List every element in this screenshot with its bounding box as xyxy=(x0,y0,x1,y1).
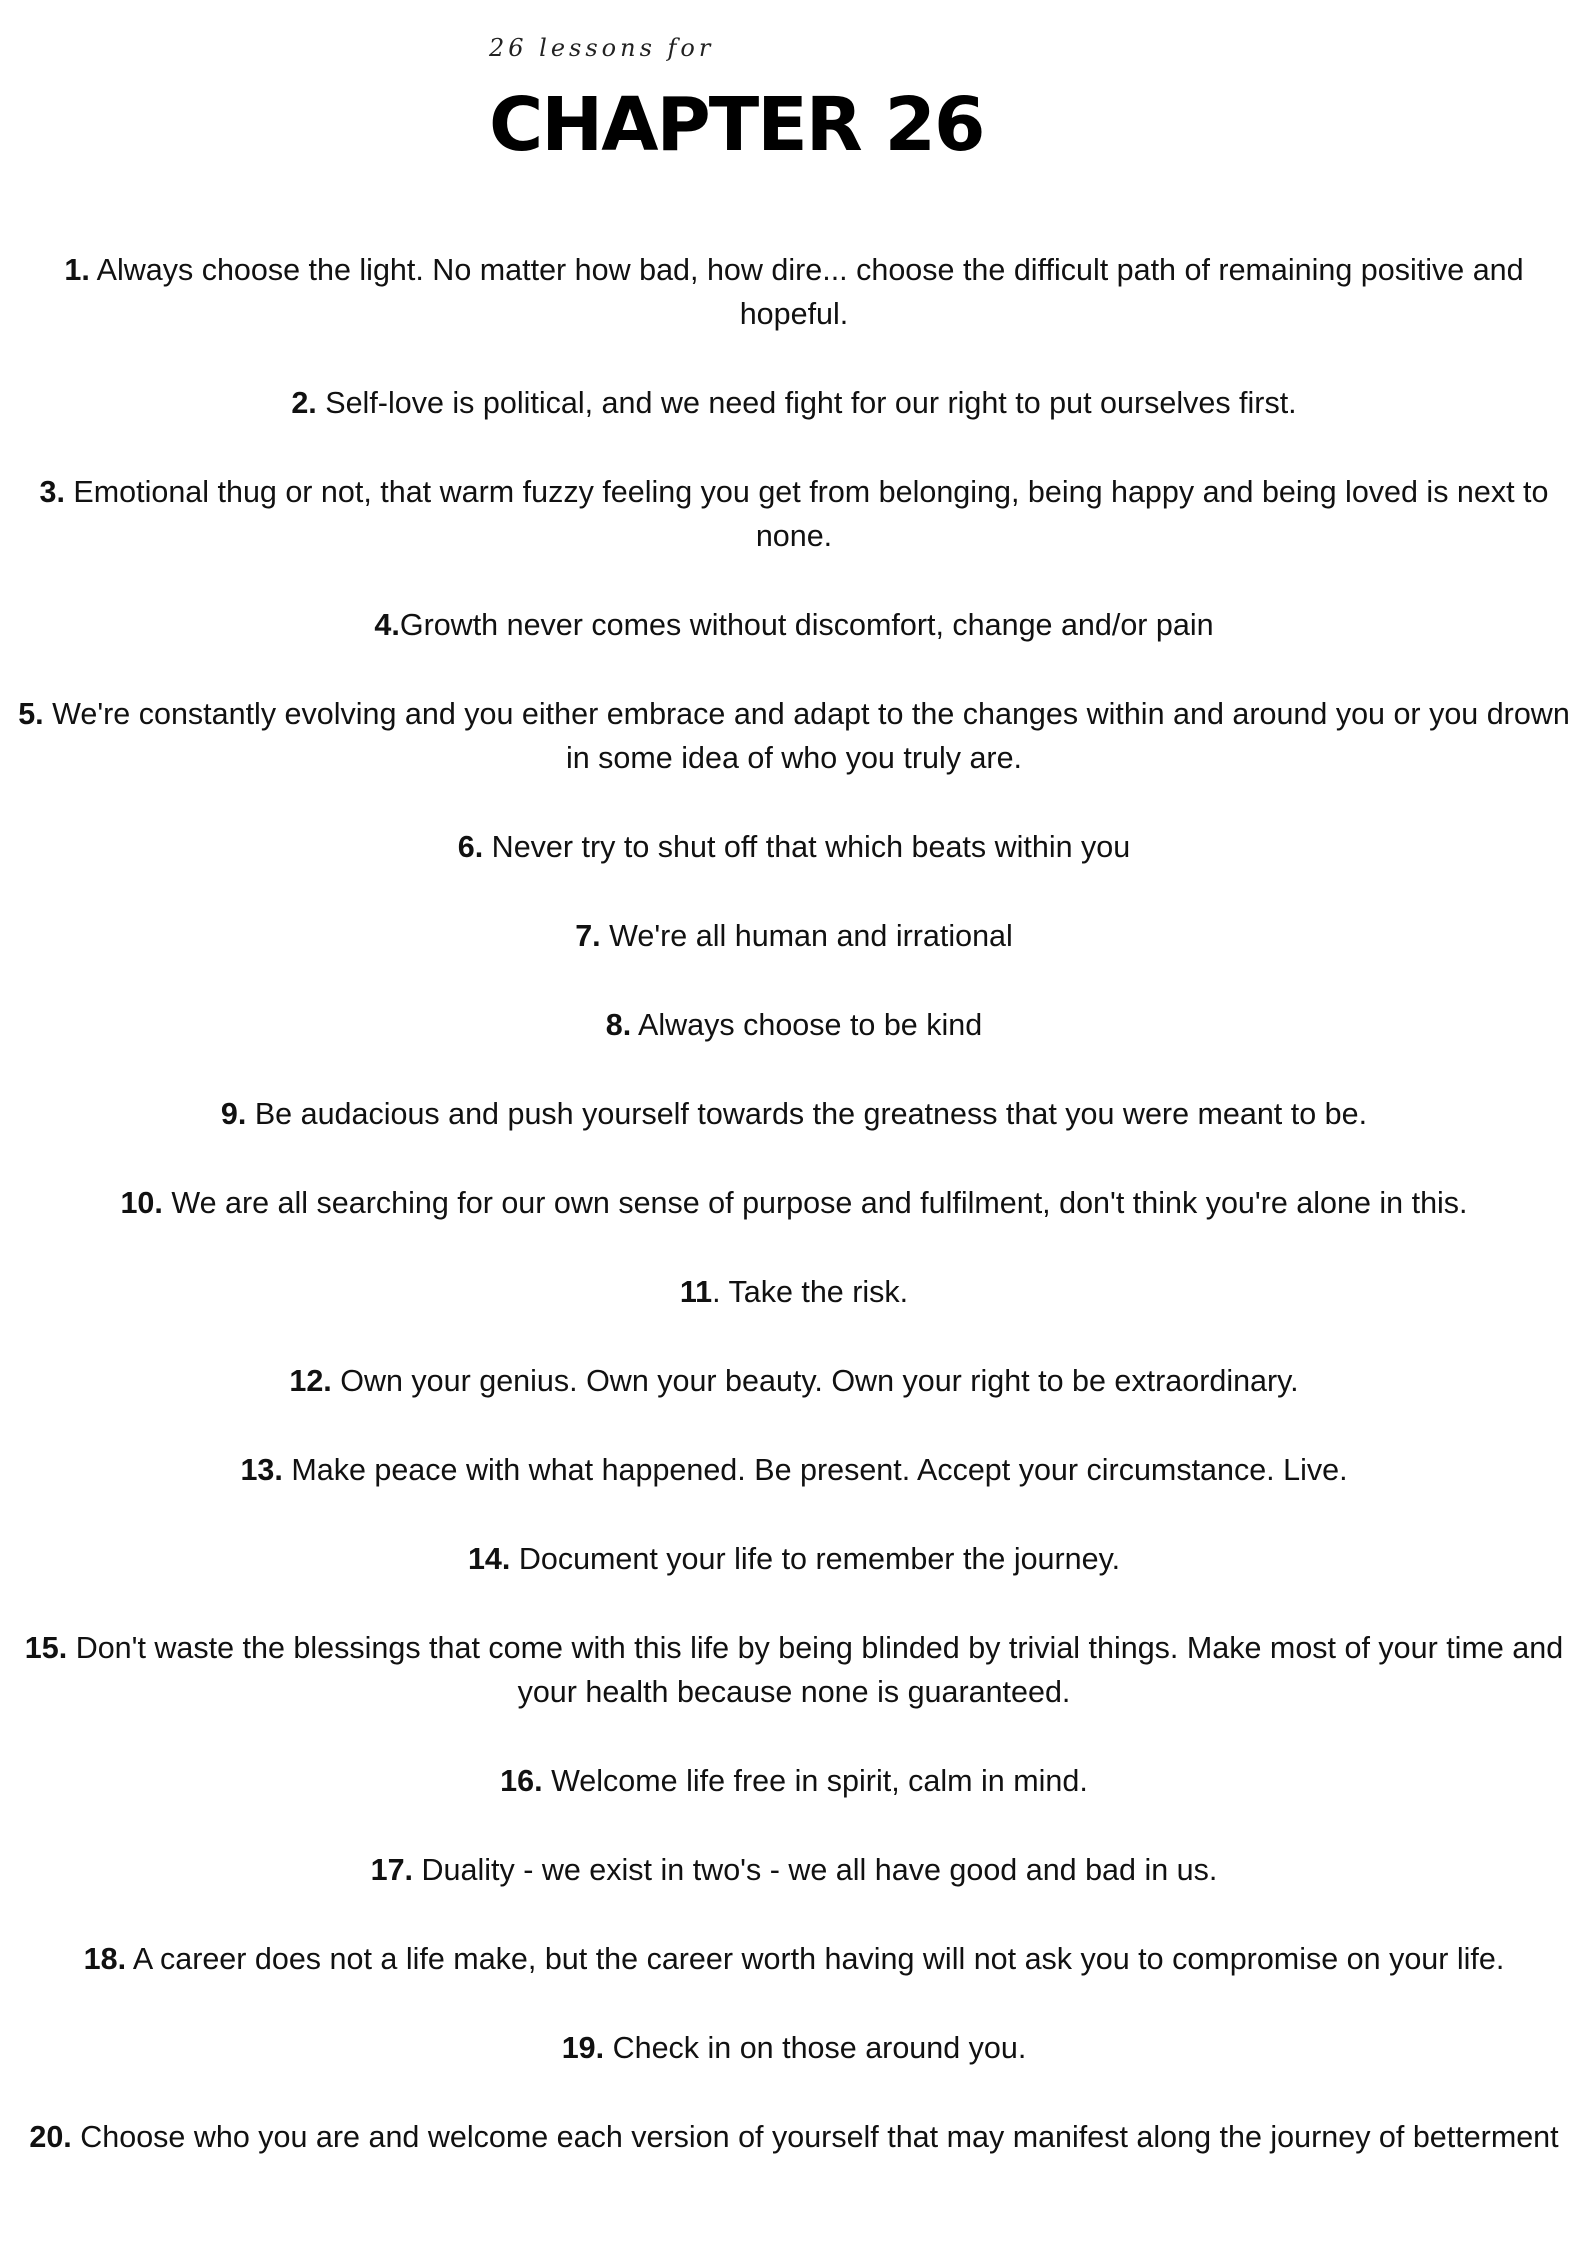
lesson-text: Own your genius. Own your beauty. Own your right to be extraordinary. xyxy=(340,1364,1299,1398)
lesson-item xyxy=(14,692,1574,780)
lesson-number: 7. xyxy=(575,919,601,953)
lesson-separator xyxy=(510,1542,518,1576)
header xyxy=(489,34,984,168)
lesson-text: Document your life to remember the journey. xyxy=(518,1542,1121,1576)
lesson-text: We're constantly evolving and you either embrace and adapt to the changes within and around you or you drown in some idea of who you truly are. xyxy=(52,697,1570,775)
lesson-text: Emotional thug or not, that warm fuzzy feeling you get from belonging, being happy and being loved is next to none. xyxy=(73,475,1549,553)
lesson-number: 15. xyxy=(24,1631,68,1665)
lesson-item xyxy=(14,1537,1574,1581)
lesson-item xyxy=(14,1359,1574,1403)
lesson-separator xyxy=(126,1942,133,1976)
lesson-number: 14. xyxy=(467,1542,511,1576)
lesson-item xyxy=(14,1270,1574,1314)
lesson-item xyxy=(14,1759,1574,1803)
lesson-text: . Take the risk. xyxy=(712,1275,909,1309)
lesson-item xyxy=(14,825,1574,869)
lesson-number: 3. xyxy=(39,475,65,509)
lesson-separator xyxy=(601,919,609,953)
lesson-separator xyxy=(90,253,97,287)
lesson-separator xyxy=(317,386,325,420)
lesson-separator xyxy=(604,2031,612,2065)
lesson-separator xyxy=(543,1764,551,1798)
lesson-separator xyxy=(413,1853,421,1887)
lesson-separator xyxy=(631,1008,638,1042)
lesson-number: 6. xyxy=(457,830,484,864)
lesson-number: 19. xyxy=(561,2031,605,2065)
lesson-text: Never try to shut off that which beats within you xyxy=(491,830,1131,864)
lesson-separator xyxy=(67,1631,75,1665)
lesson-separator xyxy=(246,1097,254,1131)
lesson-text: A career does not a life make, but the career worth having will not ask you to compromise on your life. xyxy=(132,1942,1505,1976)
lesson-text: Make peace with what happened. Be present. Accept your circumstance. Live. xyxy=(291,1453,1348,1487)
lesson-item xyxy=(14,248,1574,336)
lesson-item xyxy=(14,914,1574,958)
lesson-number: 17. xyxy=(370,1853,414,1887)
lesson-item xyxy=(14,1181,1574,1225)
lesson-item xyxy=(14,1448,1574,1492)
lesson-text: Choose who you are and welcome each version of yourself that may manifest along the journey of betterment xyxy=(80,2120,1559,2154)
lesson-number: 18. xyxy=(83,1942,127,1976)
lesson-text: Be audacious and push yourself towards the greatness that you were meant to be. xyxy=(254,1097,1368,1131)
page-title: CHAPTER 26 xyxy=(489,82,984,168)
lesson-text: Don't waste the blessings that come with this life by being blinded by trivial things. Make most of your time and your health because none is guaranteed. xyxy=(75,1631,1564,1709)
lesson-separator xyxy=(44,697,52,731)
lesson-number: 13. xyxy=(240,1453,283,1487)
lesson-number: 20. xyxy=(29,2120,72,2154)
lesson-number: 4. xyxy=(374,608,400,642)
lesson-list xyxy=(0,248,1588,2204)
lesson-item xyxy=(14,2026,1574,2070)
lesson-number: 9. xyxy=(220,1097,247,1131)
lesson-text: Growth never comes without discomfort, change and/or pain xyxy=(399,608,1214,642)
lesson-text: Check in on those around you. xyxy=(612,2031,1027,2065)
lesson-item xyxy=(14,1626,1574,1714)
lesson-text: We are all searching for our own sense of purpose and fulfilment, don't think you're alone in this. xyxy=(171,1186,1468,1220)
lesson-number: 10. xyxy=(120,1186,163,1220)
lesson-item xyxy=(14,470,1574,558)
lesson-item xyxy=(14,1848,1574,1892)
lesson-number: 11 xyxy=(679,1275,713,1309)
lesson-text: Welcome life free in spirit, calm in mind. xyxy=(551,1764,1088,1798)
lesson-separator xyxy=(72,2120,80,2154)
lesson-number: 1. xyxy=(64,253,90,287)
lesson-item xyxy=(14,1092,1574,1136)
lesson-item xyxy=(14,381,1574,425)
kicker-text: 26 lessons for xyxy=(489,34,715,62)
lesson-number: 2. xyxy=(291,386,317,420)
lesson-item xyxy=(14,1003,1574,1047)
lesson-number: 12. xyxy=(289,1364,332,1398)
lesson-text: Duality - we exist in two's - we all have good and bad in us. xyxy=(421,1853,1218,1887)
lesson-item xyxy=(14,603,1574,647)
lesson-text: We're all human and irrational xyxy=(609,919,1013,953)
lesson-text: Always choose the light. No matter how bad, how dire... choose the difficult path of remaining positive and hopeful. xyxy=(96,253,1524,331)
lesson-number: 16. xyxy=(500,1764,543,1798)
lesson-text: Self-love is political, and we need fight for our right to put ourselves first. xyxy=(325,386,1297,420)
lesson-text: Always choose to be kind xyxy=(638,1008,983,1042)
lesson-item xyxy=(14,1937,1574,1981)
lesson-number: 5. xyxy=(18,697,44,731)
lesson-item xyxy=(14,2115,1574,2159)
lesson-number: 8. xyxy=(605,1008,632,1042)
lesson-separator xyxy=(332,1364,340,1398)
lesson-separator xyxy=(483,830,491,864)
